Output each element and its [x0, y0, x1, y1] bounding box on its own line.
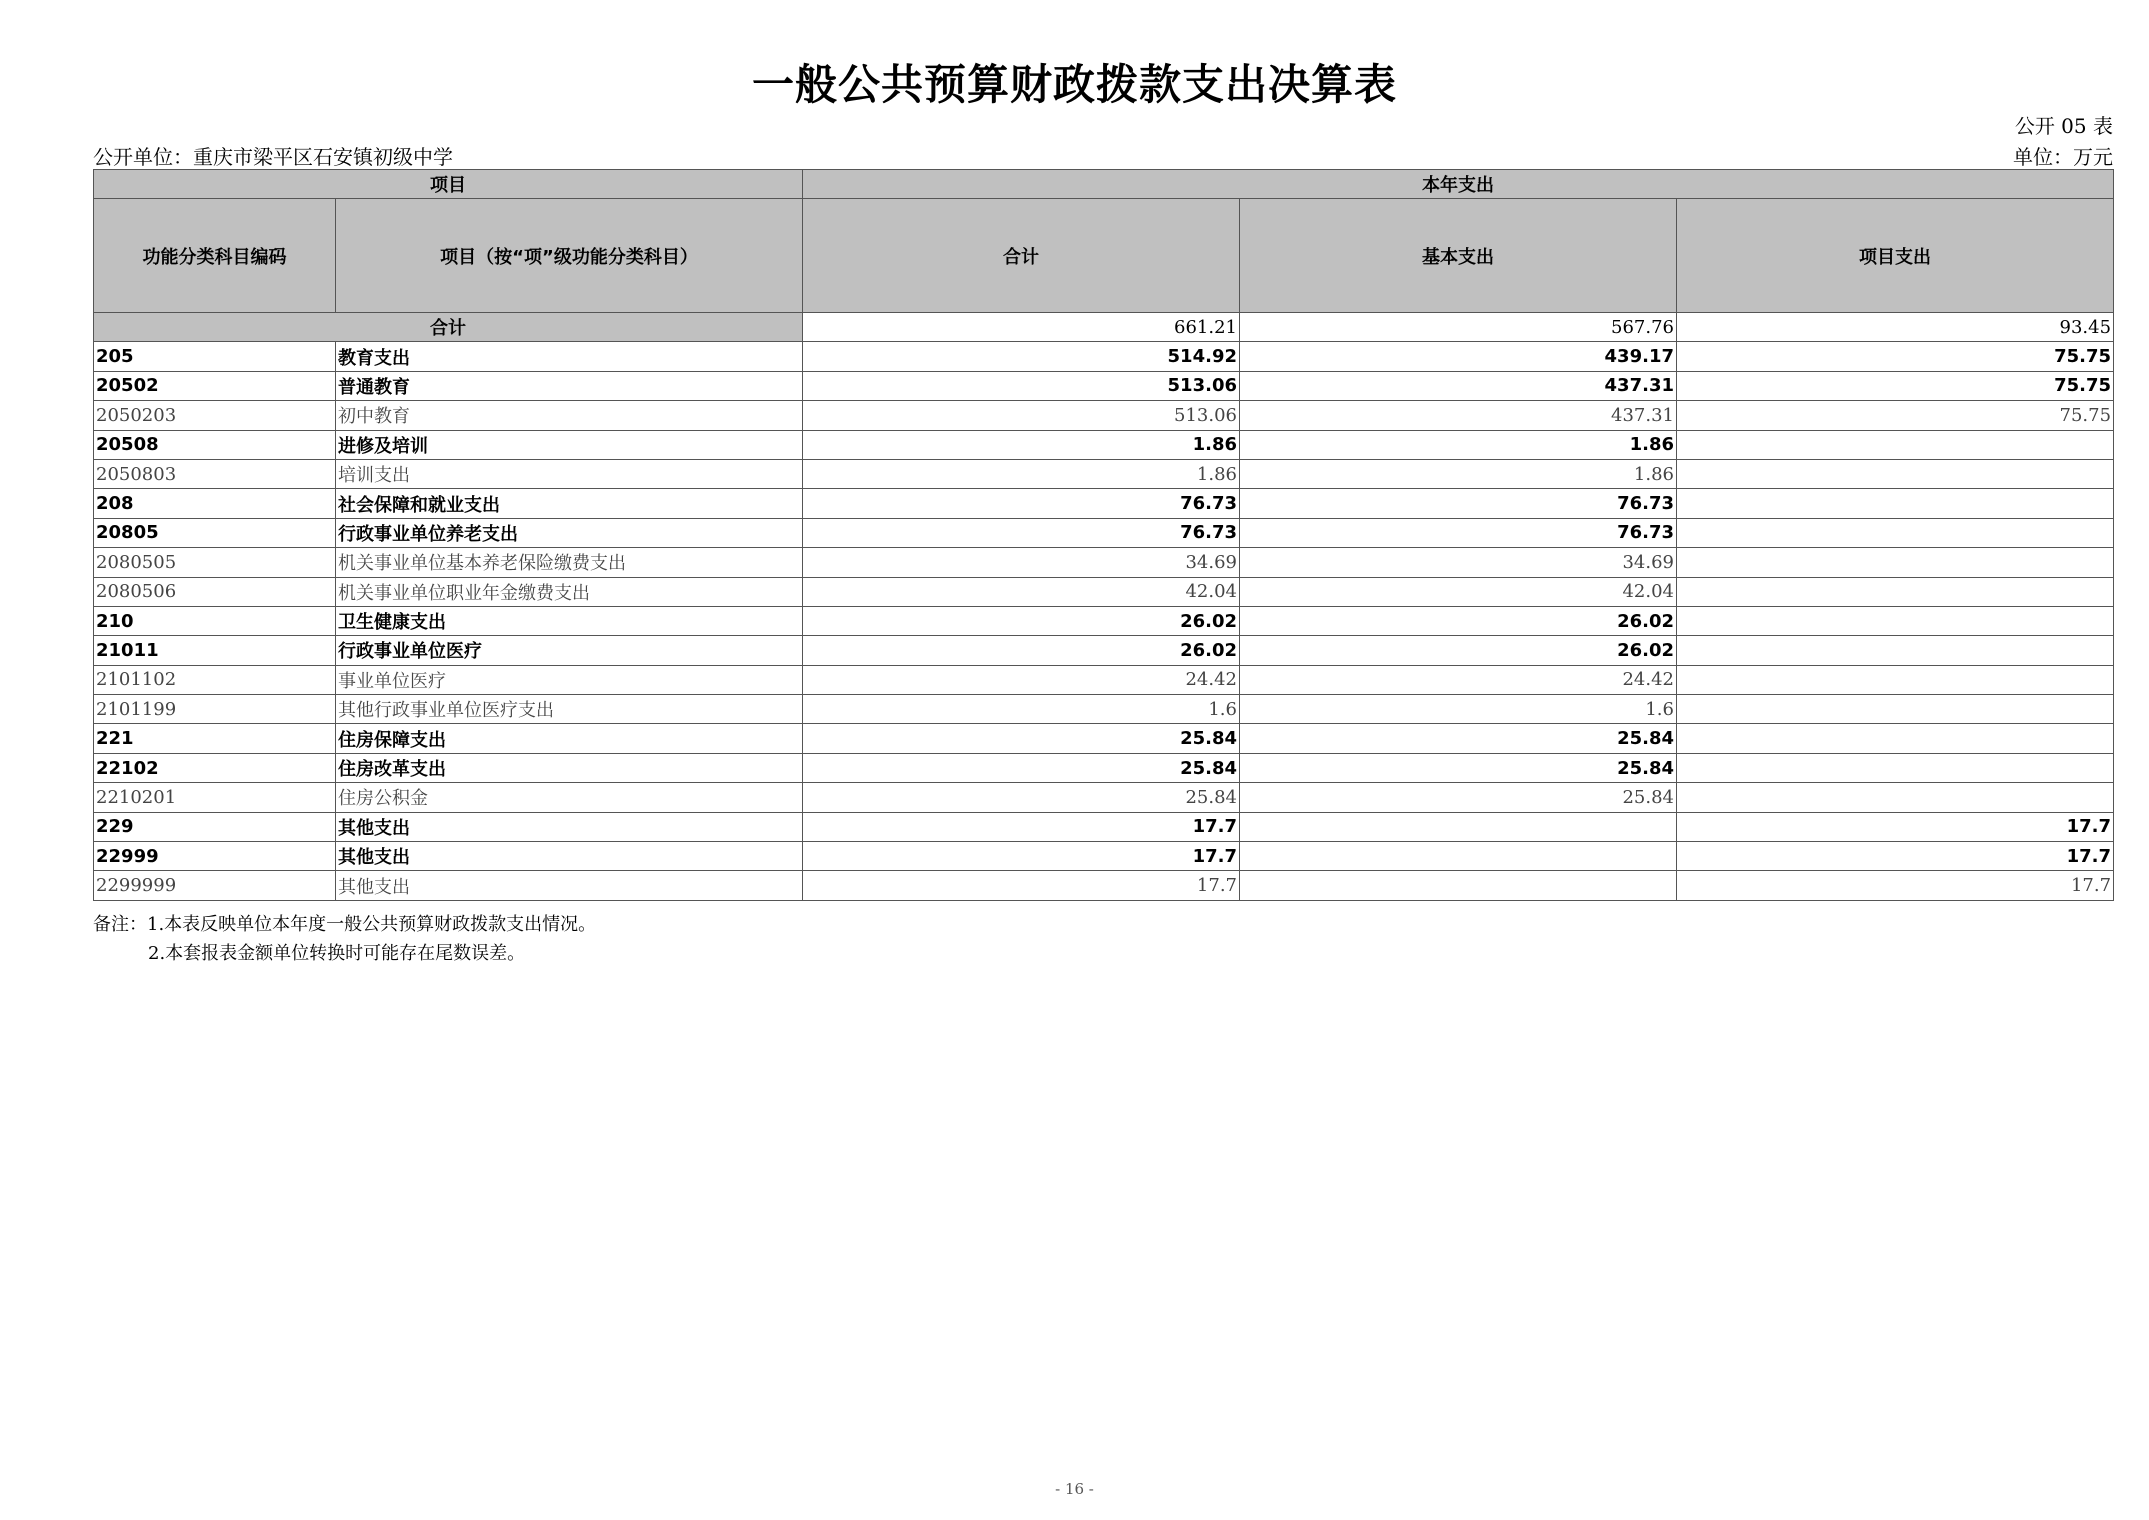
cell-project: 17.7	[1677, 812, 2114, 841]
cell-name: 住房保障支出	[336, 724, 803, 753]
cell-project: 75.75	[1677, 342, 2114, 371]
cell-project	[1677, 695, 2114, 724]
cell-name: 住房公积金	[336, 783, 803, 812]
table-row	[94, 665, 2114, 694]
header-name: 项目（按“项”级功能分类科目）	[336, 199, 803, 313]
cell-total: 1.6	[803, 695, 1240, 724]
cell-project	[1677, 518, 2114, 547]
cell-basic: 24.42	[1240, 665, 1677, 694]
cell-project	[1677, 753, 2114, 782]
cell-name: 机关事业单位职业年金缴费支出	[336, 577, 803, 606]
table-row	[94, 577, 2114, 606]
cell-code: 205	[94, 342, 336, 371]
table-row	[94, 371, 2114, 400]
cell-total: 17.7	[803, 842, 1240, 871]
header-basic: 基本支出	[1240, 199, 1677, 313]
cell-name: 事业单位医疗	[336, 665, 803, 694]
cell-basic: 437.31	[1240, 401, 1677, 430]
cell-basic	[1240, 871, 1677, 900]
cell-name: 培训支出	[336, 459, 803, 488]
table-row	[94, 430, 2114, 459]
cell-total: 513.06	[803, 371, 1240, 400]
cell-name: 行政事业单位医疗	[336, 636, 803, 665]
cell-basic: 1.86	[1240, 430, 1677, 459]
cell-total: 1.86	[803, 459, 1240, 488]
cell-total: 17.7	[803, 871, 1240, 900]
cell-basic: 1.6	[1240, 695, 1677, 724]
cell-name: 教育支出	[336, 342, 803, 371]
cell-project: 17.7	[1677, 871, 2114, 900]
cell-total: 26.02	[803, 636, 1240, 665]
cell-total: 76.73	[803, 518, 1240, 547]
cell-total: 34.69	[803, 548, 1240, 577]
table-row	[94, 489, 2114, 518]
cell-code: 2050203	[94, 401, 336, 430]
cell-name: 住房改革支出	[336, 753, 803, 782]
cell-project	[1677, 783, 2114, 812]
cell-basic: 76.73	[1240, 489, 1677, 518]
cell-project	[1677, 459, 2114, 488]
cell-code: 229	[94, 812, 336, 841]
notes	[93, 910, 596, 968]
cell-basic: 42.04	[1240, 577, 1677, 606]
cell-code: 2101199	[94, 695, 336, 724]
table-row	[94, 401, 2114, 430]
cell-name: 普通教育	[336, 371, 803, 400]
cell-basic: 439.17	[1240, 342, 1677, 371]
cell-name: 其他支出	[336, 871, 803, 900]
total-basic: 567.76	[1240, 313, 1677, 342]
total-row	[94, 313, 2114, 342]
unit-name: 公开单位：重庆市梁平区石安镇初级中学	[93, 145, 453, 169]
cell-total: 25.84	[803, 724, 1240, 753]
cell-basic: 76.73	[1240, 518, 1677, 547]
table-row	[94, 636, 2114, 665]
note-2: 2.本套报表金额单位转换时可能存在尾数误差。	[148, 943, 526, 964]
table-row	[94, 783, 2114, 812]
cell-total: 24.42	[803, 665, 1240, 694]
cell-code: 2101102	[94, 665, 336, 694]
cell-code: 210	[94, 606, 336, 635]
cell-project: 17.7	[1677, 842, 2114, 871]
cell-name: 其他行政事业单位医疗支出	[336, 695, 803, 724]
cell-code: 22102	[94, 753, 336, 782]
cell-project: 75.75	[1677, 401, 2114, 430]
cell-basic	[1240, 842, 1677, 871]
cell-basic: 1.86	[1240, 459, 1677, 488]
cell-basic: 26.02	[1240, 606, 1677, 635]
cell-name: 其他支出	[336, 842, 803, 871]
note-1: 备注：1.本表反映单位本年度一般公共预算财政拨款支出情况。	[93, 914, 597, 935]
cell-name: 初中教育	[336, 401, 803, 430]
cell-basic: 25.84	[1240, 783, 1677, 812]
table-row	[94, 724, 2114, 753]
cell-project	[1677, 665, 2114, 694]
cell-code: 2080506	[94, 577, 336, 606]
cell-basic: 437.31	[1240, 371, 1677, 400]
cell-project	[1677, 489, 2114, 518]
header-code: 功能分类科目编码	[94, 199, 336, 313]
cell-name: 行政事业单位养老支出	[336, 518, 803, 547]
page-number: - 16 -	[1055, 1480, 1094, 1498]
form-code: 公开 05 表	[2014, 114, 2113, 138]
table-row	[94, 753, 2114, 782]
cell-total: 513.06	[803, 401, 1240, 430]
cell-code: 2050803	[94, 459, 336, 488]
table-row	[94, 695, 2114, 724]
cell-basic: 25.84	[1240, 753, 1677, 782]
cell-project	[1677, 430, 2114, 459]
cell-name: 卫生健康支出	[336, 606, 803, 635]
table-row	[94, 871, 2114, 900]
cell-name: 其他支出	[336, 812, 803, 841]
cell-project	[1677, 606, 2114, 635]
cell-code: 20502	[94, 371, 336, 400]
cell-total: 76.73	[803, 489, 1240, 518]
cell-project	[1677, 577, 2114, 606]
currency-unit: 单位：万元	[2013, 145, 2113, 169]
table-row	[94, 342, 2114, 371]
cell-code: 221	[94, 724, 336, 753]
expenditure-table	[93, 169, 2114, 901]
cell-name: 机关事业单位基本养老保险缴费支出	[336, 548, 803, 577]
cell-code: 2299999	[94, 871, 336, 900]
cell-total: 17.7	[803, 812, 1240, 841]
cell-basic: 25.84	[1240, 724, 1677, 753]
cell-code: 2210201	[94, 783, 336, 812]
cell-total: 25.84	[803, 753, 1240, 782]
header-project: 项目支出	[1677, 199, 2114, 313]
table-row	[94, 548, 2114, 577]
table-row	[94, 842, 2114, 871]
page-title: 一般公共预算财政拨款支出决算表	[751, 60, 1397, 109]
total-total: 661.21	[803, 313, 1240, 342]
table-row	[94, 812, 2114, 841]
cell-project	[1677, 724, 2114, 753]
cell-name: 社会保障和就业支出	[336, 489, 803, 518]
cell-total: 514.92	[803, 342, 1240, 371]
total-label: 合计	[94, 313, 803, 342]
table-row	[94, 518, 2114, 547]
table-row	[94, 606, 2114, 635]
cell-basic	[1240, 812, 1677, 841]
cell-name: 进修及培训	[336, 430, 803, 459]
cell-code: 2080505	[94, 548, 336, 577]
header-item: 项目	[94, 170, 803, 199]
cell-code: 21011	[94, 636, 336, 665]
cell-code: 22999	[94, 842, 336, 871]
cell-code: 20805	[94, 518, 336, 547]
header-current-year: 本年支出	[803, 170, 2114, 199]
cell-basic: 26.02	[1240, 636, 1677, 665]
cell-project: 75.75	[1677, 371, 2114, 400]
cell-code: 208	[94, 489, 336, 518]
cell-project	[1677, 548, 2114, 577]
header-total: 合计	[803, 199, 1240, 313]
table-row	[94, 459, 2114, 488]
cell-basic: 34.69	[1240, 548, 1677, 577]
unit-row	[93, 141, 2113, 170]
cell-total: 25.84	[803, 783, 1240, 812]
cell-project	[1677, 636, 2114, 665]
cell-total: 1.86	[803, 430, 1240, 459]
cell-code: 20508	[94, 430, 336, 459]
cell-total: 26.02	[803, 606, 1240, 635]
total-project: 93.45	[1677, 313, 2114, 342]
cell-total: 42.04	[803, 577, 1240, 606]
